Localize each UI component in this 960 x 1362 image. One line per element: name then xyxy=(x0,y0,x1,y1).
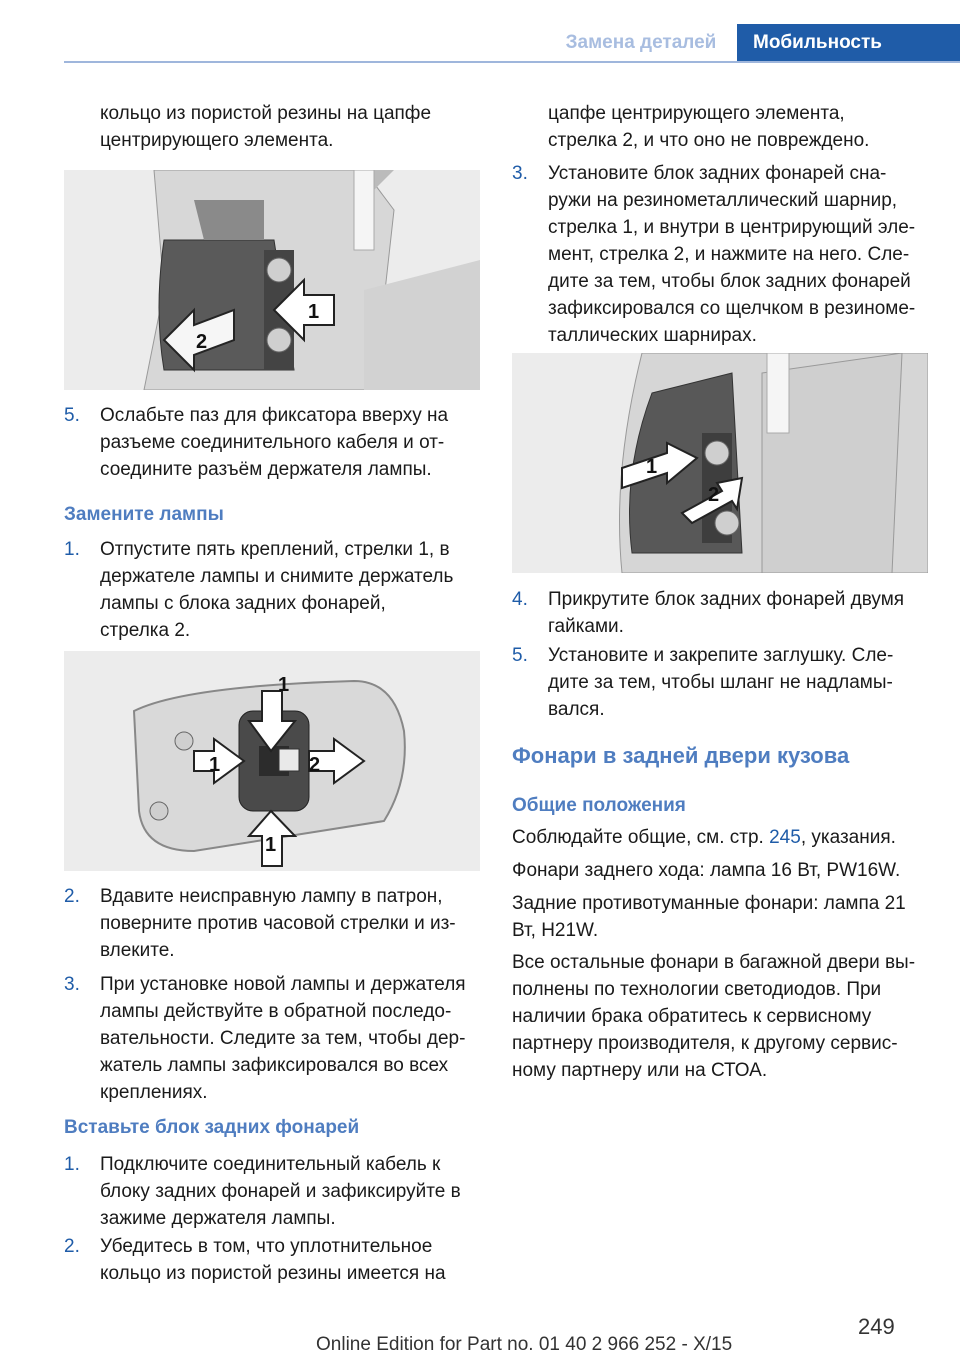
fog-light-paragraph xyxy=(512,890,932,944)
arrow-bottom-label: 1 xyxy=(265,834,277,856)
subheading-general: Общие положения xyxy=(512,795,686,816)
header-chapter-tab[interactable]: Мобильность xyxy=(737,24,960,62)
step-line: влеките. xyxy=(100,940,175,961)
taillight-install-illustration xyxy=(512,353,928,573)
step-number: 3. xyxy=(64,974,80,995)
arrow-1-label: 1 xyxy=(646,456,658,478)
section-heading: Фонари в задней двери кузова xyxy=(512,743,850,768)
step-line: вался. xyxy=(548,699,605,720)
step-line: таллических шарнирах. xyxy=(548,325,757,346)
step-line: При установке новой лампы и держателя xyxy=(100,974,466,995)
step-number: 5. xyxy=(512,645,528,666)
reverse-light-paragraph: Фонари заднего хода: лампа 16 Вт, PW16W. xyxy=(512,860,901,881)
step-line: дите за тем, чтобы блок задних фонарей xyxy=(548,271,911,292)
step-text xyxy=(548,160,932,349)
para-line: Все остальные фонари в багажной двери вы‐ xyxy=(512,952,916,973)
step-number: 1. xyxy=(64,539,80,560)
page-reference-link[interactable]: 245 xyxy=(769,827,801,848)
edition-footer: Online Edition for Part no. 01 40 2 966 252 - X/15 xyxy=(316,1334,733,1355)
header-section-tab[interactable]: Замена деталей xyxy=(565,32,717,53)
step-line: кольцо из пористой резины имеется на xyxy=(100,1263,446,1284)
para-line: ному партнеру или на СТОА. xyxy=(512,1060,768,1081)
step-line: мент, стрелка 2, и нажмите на него. Сле‐ xyxy=(548,244,910,265)
step-line: лампы с блока задних фонарей, xyxy=(100,593,386,614)
step-line: Подключите соединительный кабель к xyxy=(100,1154,441,1175)
step-line: Вдавите неисправную лампу в патрон, xyxy=(100,886,443,907)
step-line: разъеме соединительного кабеля и от‐ xyxy=(100,432,445,453)
general-paragraph xyxy=(512,824,932,851)
step-line: гайками. xyxy=(548,616,624,637)
figure-lamp-holder xyxy=(64,651,480,871)
step-line: жатель лампы зафиксировался во всех xyxy=(100,1055,449,1076)
para-line: Задние противотуманные фонари: лампа 21 xyxy=(512,893,906,914)
step-line: ружи на резинометаллический шарнир, xyxy=(548,190,898,211)
arrow-left-label: 1 xyxy=(209,754,221,776)
general-text: , указания. xyxy=(800,827,896,848)
step-line: зажиме держателя лампы. xyxy=(100,1208,336,1229)
step-line: креплениях. xyxy=(100,1082,208,1103)
step-line: поверните против часовой стрелки и из‐ xyxy=(100,913,456,934)
figure-taillight-install xyxy=(512,353,928,573)
arrow-2-label: 2 xyxy=(708,484,720,506)
arrow-top-label: 1 xyxy=(278,674,290,696)
continued-paragraph xyxy=(548,100,932,154)
header-rule xyxy=(64,61,960,63)
step-line: Установите и закрепите заглушку. Сле‐ xyxy=(548,645,894,666)
arrow-right-label: 2 xyxy=(309,754,321,776)
step-number: 3. xyxy=(512,163,528,184)
page-number: 249 xyxy=(858,1314,895,1339)
step-line: соедините разъём держателя лампы. xyxy=(100,459,432,480)
step-line: стрелка 2. xyxy=(100,620,191,641)
figure-taillight-removal xyxy=(64,170,480,390)
step-number: 1. xyxy=(64,1154,80,1175)
step-line: Отпустите пять креплений, стрелки 1, в xyxy=(100,539,450,560)
arrow-2-label: 2 xyxy=(196,331,208,353)
step-line: Ослабьте паз для фиксатора вверху на xyxy=(100,405,449,426)
step-line: дите за тем, чтобы шланг не надламы‐ xyxy=(548,672,893,693)
step-text xyxy=(100,402,484,483)
continued-line: цапфе центрирующего элемента, xyxy=(548,103,845,124)
step-text xyxy=(100,883,484,964)
step-text xyxy=(100,971,484,1106)
step-line: блоку задних фонарей и зафиксируйте в xyxy=(100,1181,461,1202)
step-line: стрелка 1, и внутри в центрирующий эле‐ xyxy=(548,217,916,238)
step-text xyxy=(100,1151,484,1232)
intro-paragraph xyxy=(100,100,484,154)
step-text xyxy=(100,536,484,644)
subheading-insert-taillight: Вставьте блок задних фонарей xyxy=(64,1117,360,1138)
step-line: держателе лампы и снимите держатель xyxy=(100,566,454,587)
step-number: 5. xyxy=(64,405,80,426)
continued-line: стрелка 2, и что оно не повреждено. xyxy=(548,130,870,151)
step-line: Установите блок задних фонарей сна‐ xyxy=(548,163,887,184)
para-line: полнены по технологии светодиодов. При xyxy=(512,979,882,1000)
step-line: зафиксировался со щелчком в резиноме‐ xyxy=(548,298,916,319)
step-number: 2. xyxy=(64,886,80,907)
step-number: 2. xyxy=(64,1236,80,1257)
step-line: Убедитесь в том, что уплотнительное xyxy=(100,1236,433,1257)
step-line: вательности. Следите за тем, чтобы дер‐ xyxy=(100,1028,466,1049)
step-number: 4. xyxy=(512,589,528,610)
intro-line: центрирующего элемента. xyxy=(100,130,334,151)
para-line: партнеру производителя, к другому сервис‐ xyxy=(512,1033,898,1054)
step-line: лампы действуйте в обратной последо‐ xyxy=(100,1001,452,1022)
para-line: наличии брака обратитесь к сервисному xyxy=(512,1006,872,1027)
intro-line: кольцо из пористой резины на цапфе xyxy=(100,103,432,124)
subheading-replace-lamps: Замените лампы xyxy=(64,504,224,525)
step-text xyxy=(100,1233,484,1287)
step-text xyxy=(548,642,932,723)
para-line: Вт, H21W. xyxy=(512,920,599,941)
general-text: Соблюдайте общие, см. стр. xyxy=(512,827,770,848)
step-line: Прикрутите блок задних фонарей двумя xyxy=(548,589,905,610)
step-text xyxy=(548,586,932,640)
arrow-1-label: 1 xyxy=(308,301,320,323)
lamp-holder-illustration xyxy=(64,651,480,871)
led-paragraph xyxy=(512,949,932,1084)
taillight-removal-illustration xyxy=(64,170,480,390)
